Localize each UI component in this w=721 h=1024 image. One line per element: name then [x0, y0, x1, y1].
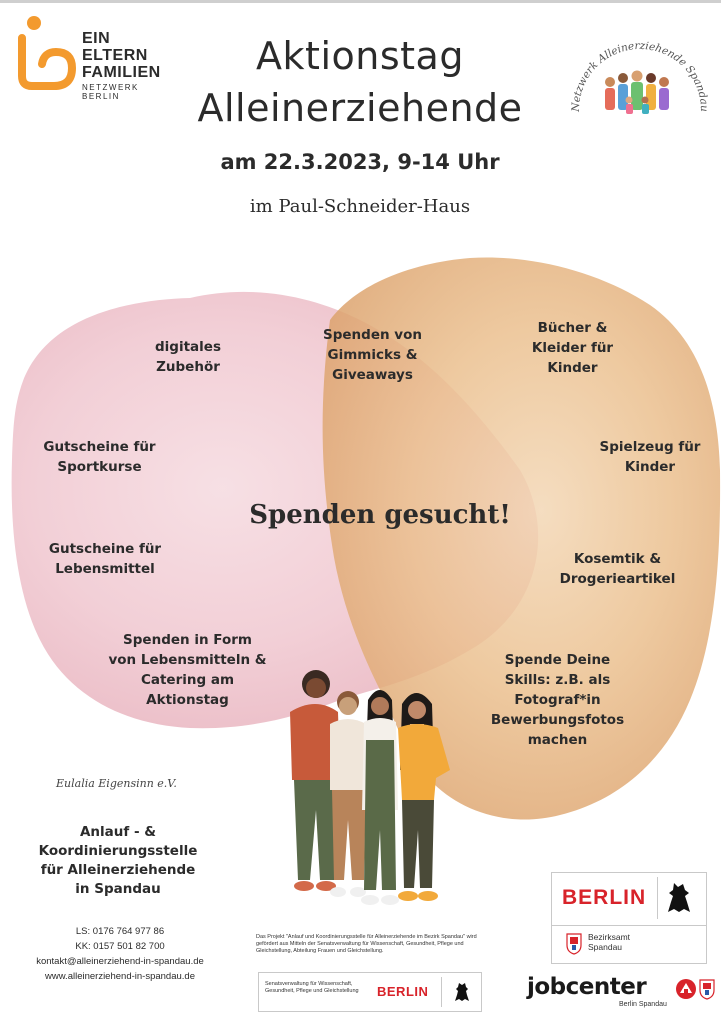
- seal-arc-text: Netzwerk Alleinerziehende Spandau: [569, 39, 711, 113]
- senat-berlin-word: BERLIN: [377, 984, 429, 999]
- project-funding-note: Das Projekt "Anlauf und Koordinierungsstelle für Alleinerziehende im Bezirk Spandau" wird gefördert aus Mitteln der Senatsverwaltung für Wissenschaft, Gesundheit, Pflege und Gleichstellung, Abteilung Frauen und Gleichstellung.: [256, 934, 477, 954]
- spandau-crest-icon: [566, 931, 582, 955]
- item-skills: Spende Deine Skills: z.B. als Fotograf*in Bewerbungsfotos machen: [490, 652, 625, 748]
- bezirksamt-spandau-logo: [551, 872, 707, 964]
- item-catering: Spenden in Form von Lebensmitteln & Catering am Aktionstag: [108, 632, 267, 708]
- spenden-gesucht-title: Spenden gesucht!: [249, 500, 511, 530]
- bezirksamt-text: Bezirksamt Spandau: [588, 932, 631, 952]
- logo-line-3: FAMILIEN: [82, 64, 161, 81]
- jobcenter-word: jobcenter: [527, 974, 647, 1000]
- item-gimmicks: Spenden von Gimmicks & Giveaways: [323, 327, 422, 383]
- headline: [160, 30, 560, 217]
- item-spielzeug: Spielzeug für Kinder: [599, 439, 701, 475]
- logo-mark-icon: [14, 14, 78, 90]
- berlin-bear-icon: [453, 981, 471, 1003]
- arbeitsagentur-icon: [675, 978, 697, 1000]
- jobcenter-subtitle: Berlin Spandau: [619, 1001, 667, 1008]
- phone-kk: KK: 0157 501 82 700: [75, 941, 165, 952]
- senat-text: Senatsverwaltung für Wissenschaft, Gesundheit, Pflege und Gleichstellung: [265, 981, 359, 994]
- berlin-vertical-divider: [657, 877, 658, 919]
- headline-line-1: Aktionstag: [256, 34, 464, 78]
- woman-2-icon: [330, 691, 368, 897]
- item-kosmetik: Kosemtik & Drogerieartikel: [559, 551, 676, 587]
- item-buecher: Bücher & Kleider für Kinder: [531, 320, 614, 376]
- item-gutscheine-lebensmittel: Gutscheine für Lebensmittel: [48, 541, 162, 577]
- woman-3-icon: [361, 690, 399, 905]
- eulalia-logo-text: Eulalia Eigensinn e.V.: [56, 777, 177, 790]
- contact-block: [10, 924, 230, 984]
- logo-subtitle: NETZWERK BERLIN: [82, 83, 139, 101]
- event-place: im Paul-Schneider-Haus: [249, 196, 471, 217]
- phone-ls: LS: 0176 764 977 86: [75, 926, 165, 937]
- berlin-horizontal-divider: [552, 925, 706, 926]
- anlauf-koordinierungsstelle: Anlauf - & Koordinierungsstelle für Alleinerziehende in Spandau: [38, 824, 198, 897]
- ein-eltern-familien-logo: [14, 14, 174, 101]
- item-gutscheine-sport: Gutscheine für Sportkurse: [43, 439, 156, 475]
- contact-email[interactable]: kontakt@alleinerziehend-in-spandau.de: [36, 956, 204, 967]
- jobcenter-logo: [527, 974, 717, 1014]
- berlin-word: BERLIN: [562, 886, 647, 909]
- women-group-illustration: [268, 660, 478, 920]
- contact-website[interactable]: www.alleinerziehend-in-spandau.de: [45, 971, 195, 982]
- netzwerk-seal: [565, 30, 715, 140]
- headline-line-2: Alleinerziehende: [197, 86, 523, 130]
- woman-4-icon: [398, 693, 450, 901]
- event-date: am 22.3.2023, 9-14 Uhr: [220, 150, 500, 174]
- berlin-bear-icon: [666, 881, 692, 915]
- spandau-crest-icon: [699, 978, 715, 1000]
- logo-line-2: ELTERN: [82, 47, 148, 64]
- item-digitales-zubehoer: digitales Zubehör: [155, 339, 221, 375]
- logo-line-1: EIN: [82, 30, 111, 47]
- senat-divider: [441, 977, 442, 1007]
- senatsverwaltung-logo: [258, 972, 482, 1012]
- family-group-icon: [605, 71, 669, 115]
